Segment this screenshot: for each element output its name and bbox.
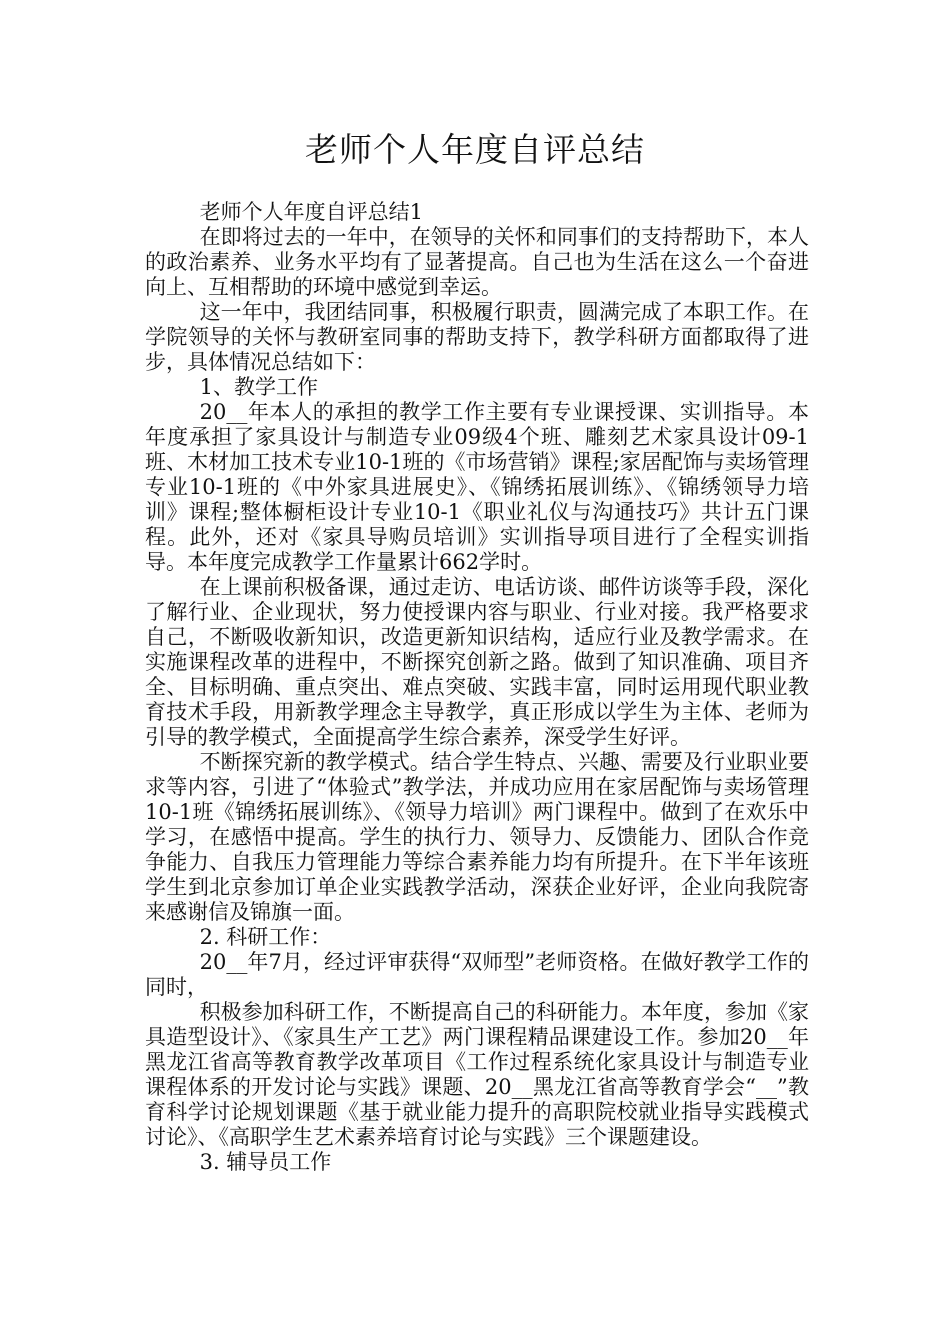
section-heading: 2. 科研工作： (199, 925, 332, 949)
paragraph: 在上课前积极备课，通过走访、电话访谈、邮件访谈等手段，深化了解行业、企业现状，努力使授课内容与职业、行业对接。我严格要求自己，不断吸收新知识，改造更新知识结构，适应行业及教学需求。在实施课程改革的进程中，不断探究创新之路。做到了知识准确、项目齐全、目标明确、重点突出、难点突破、实践丰富，同时运用现代职业教育技术手段，用新教学理念主导教学，真正形成以学生为主体、老师为引导的教学模式，全面提高学生综合素养，深受学生好评。 (145, 575, 809, 749)
document-body (145, 200, 809, 1175)
paragraph: 不断探究新的教学模式。结合学生特点、兴趣、需要及行业职业要求等内容，引进了“体验式”教学法，并成功应用在家居配饰与卖场管理10-1班《锦绣拓展训练》、《领导力培训》两门课程中。做到了在欢乐中学习，在感悟中提高。学生的执行力、领导力、反馈能力、团队合作竞争能力、自我压力管理能力等综合素养能力均有所提升。在下半年该班学生到北京参加订单企业实践教学活动，深获企业好评，企业向我院寄来感谢信及锦旗一面。 (145, 750, 809, 924)
document-title: 老师个人年度自评总结 (305, 130, 645, 169)
paragraph: 积极参加科研工作，不断提高自己的科研能力。本年度，参加《家具造型设计》、《家具生产工艺》两门课程精品课建设工作。参加20__年黑龙江省高等教育教学改革项目《工作过程系统化家具设计与制造专业课程体系的开发讨论与实践》课题、20__黑龙江省高等教育学会“__”教育科学讨论规划课题《基于就业能力提升的高职院校就业指导实践模式讨论》、《高职学生艺术素养培育讨论与实践》三个课题建设。 (145, 1000, 809, 1149)
section-heading: 老师个人年度自评总结1 (199, 200, 423, 224)
paragraph: 20__年本人的承担的教学工作主要有专业课授课、实训指导。本年度承担了家具设计与制造专业09级4个班、雕刻艺术家具设计09-1班、木材加工技术专业10-1班的《市场营销》课程;家居配饰与卖场管理专业10-1班的《中外家具进展史》、《锦绣拓展训练》、《锦绣领导力培训》课程;整体橱柜设计专业10-1《职业礼仪与沟通技巧》共计五门课程。此外，还对《家具导购员培训》实训指导项目进行了全程实训指导。本年度完成教学工作量累计662学时。 (145, 400, 809, 574)
paragraph: 在即将过去的一年中，在领导的关怀和同事们的支持帮助下，本人的政治素养、业务水平均有了显著提高。自己也为生活在这么一个奋进向上、互相帮助的环境中感觉到幸运。 (145, 225, 809, 299)
section-heading: 1、教学工作 (199, 375, 318, 399)
section-heading: 3. 辅导员工作 (199, 1150, 332, 1174)
paragraph: 20__年7月，经过评审获得“双师型”老师资格。在做好教学工作的同时， (145, 950, 809, 999)
paragraph: 这一年中，我团结同事，积极履行职责，圆满完成了本职工作。在学院领导的关怀与教研室同事的帮助支持下，教学科研方面都取得了进步，具体情况总结如下： (145, 300, 809, 374)
